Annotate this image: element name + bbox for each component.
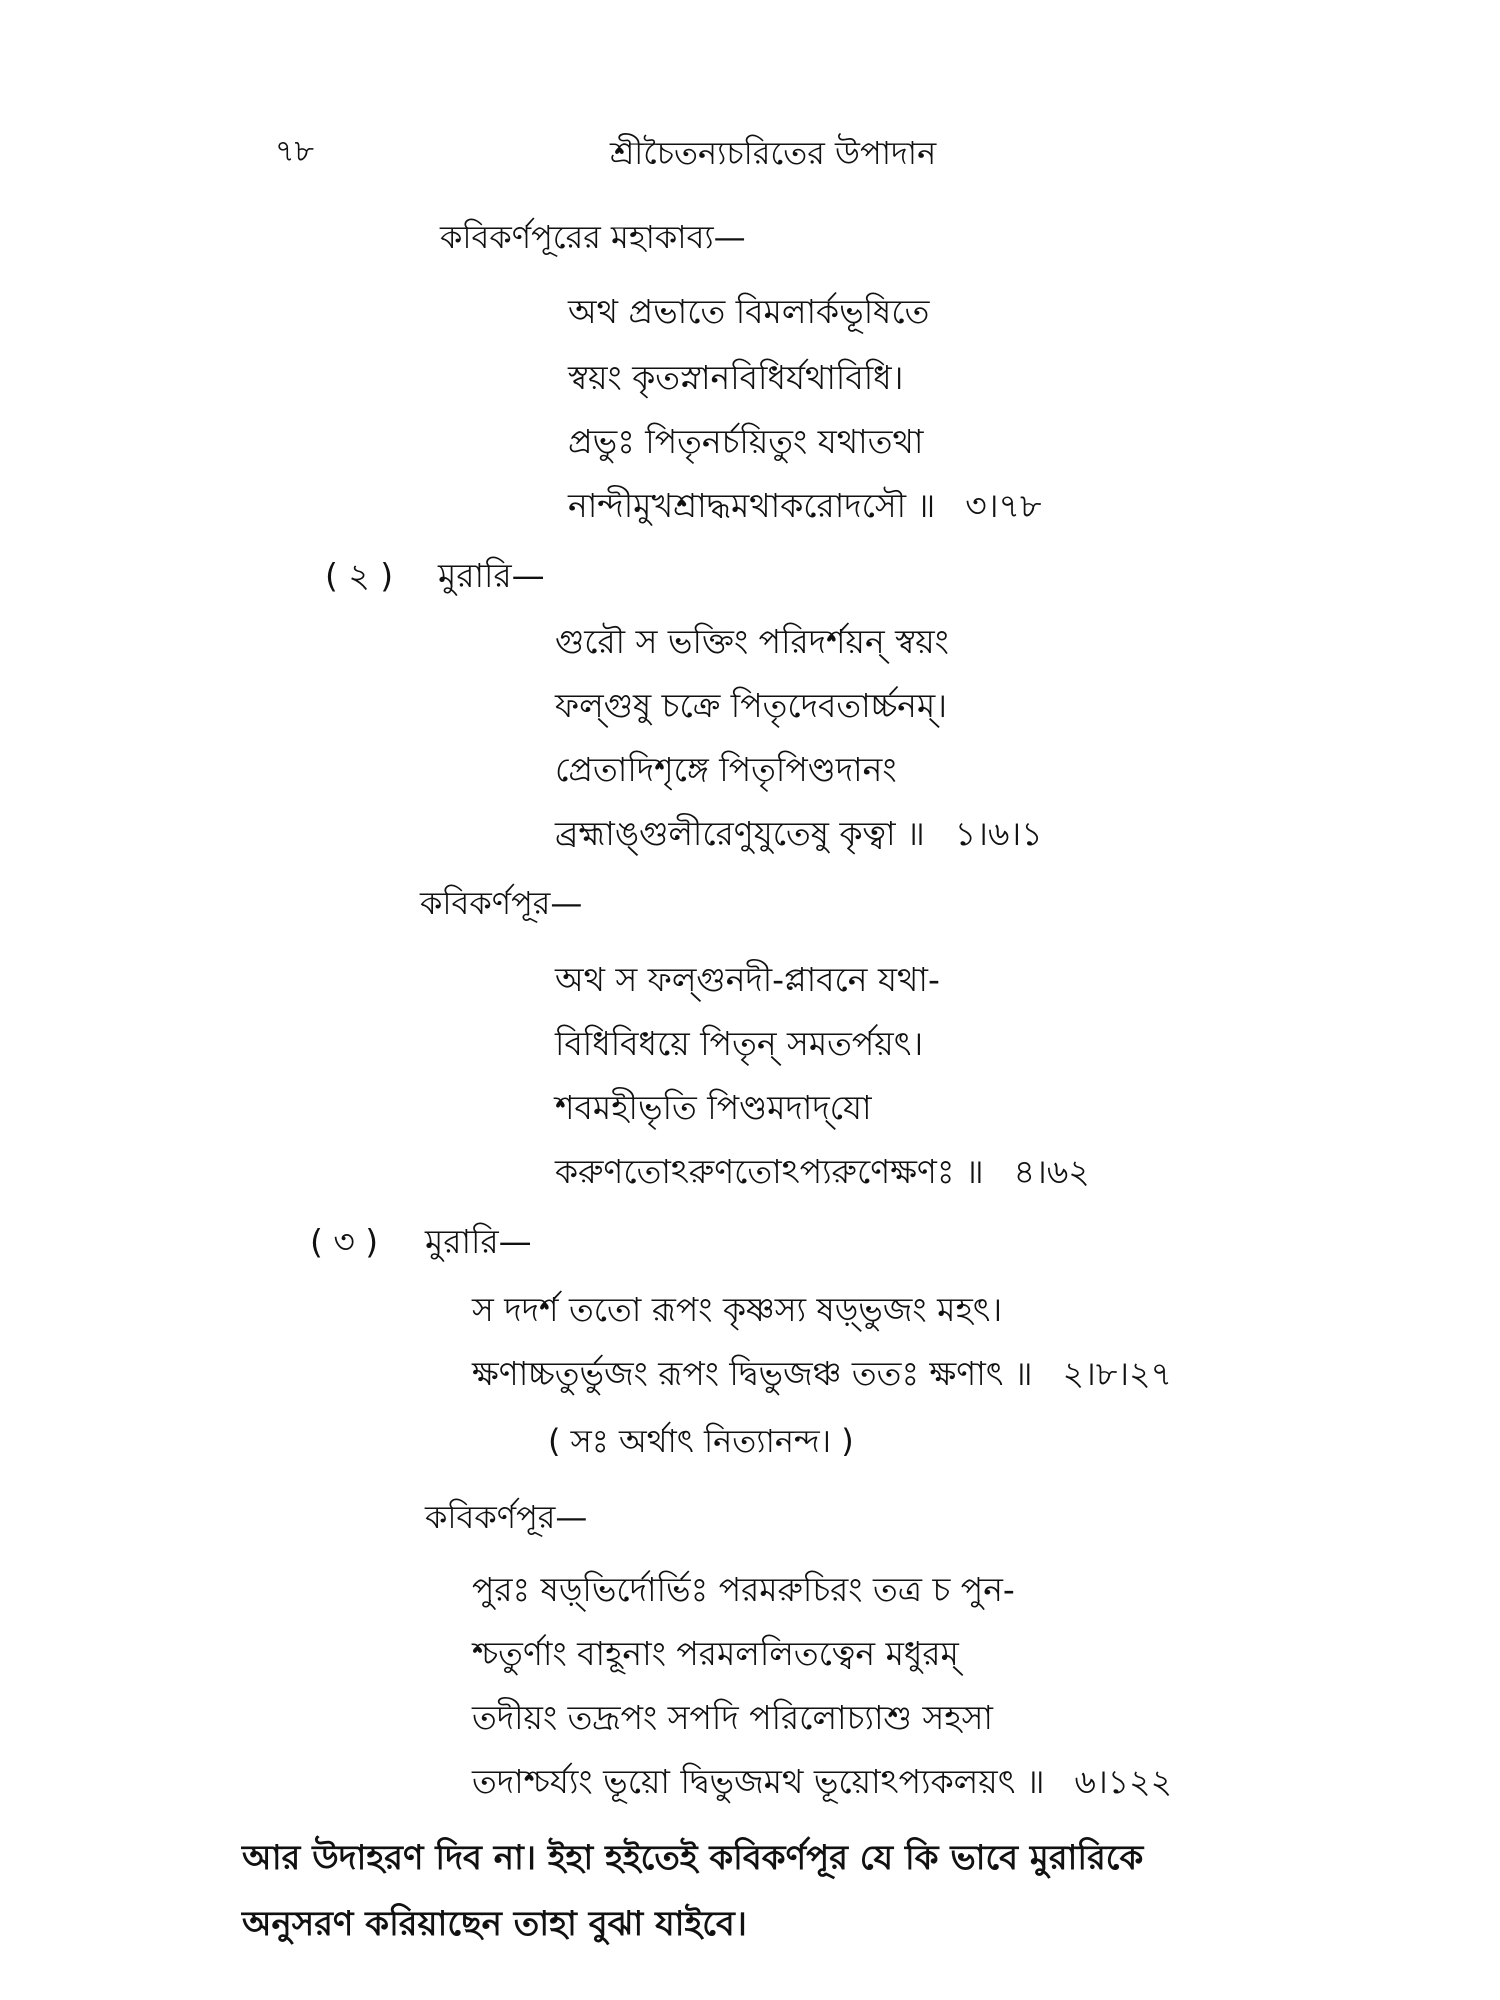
verse-reference: ৬।১২২ xyxy=(1074,1762,1173,1801)
verse-line: স্বয়ং কৃতস্নানবিধির্যথাবিধি। xyxy=(568,358,904,397)
verse-reference: ১।৬।১ xyxy=(954,814,1043,853)
verse-line xyxy=(472,1354,1172,1394)
verse-line: অথ প্রভাতে বিমলার্কভূষিতে xyxy=(568,292,930,331)
closing-paragraph-line: আর উদাহরণ দিব না। ইহা হইতেই কবিকর্ণপূর যে কি ভাবে মুরারিকে xyxy=(242,1838,1144,1878)
item-number: ( ২ ) xyxy=(325,556,394,595)
verse-text: ব্রহ্মাঙ্গুলীরেণুযুতেষু কৃত্বা ॥ xyxy=(555,814,925,853)
verse-line xyxy=(472,1762,1172,1802)
section-heading-kavikarnapura: কবিকর্ণপূর— xyxy=(425,1498,588,1536)
verse-line: পুরঃ ষড়্‌ভির্দোর্ভিঃ পরমরুচিরং তত্র চ পুন- xyxy=(472,1570,1015,1609)
verse-line xyxy=(555,814,1043,854)
verse-text: ক্ষণাচ্চতুর্ভুজং রূপং দ্বিভুজঞ্চ ততঃ ক্ষণাৎ ॥ xyxy=(472,1354,1033,1393)
verse-reference: ২।৮।২৭ xyxy=(1062,1354,1172,1393)
section-heading-kavikarnapura-mahakavya: কবিকর্ণপূরের মহাকাব্য— xyxy=(440,218,746,256)
verse-reference: ৩।৭৮ xyxy=(965,486,1042,525)
verse-line: প্রভুঃ পিতৃনর্চয়িতুং যথাতথা xyxy=(568,422,924,461)
verse-line: ফল্গুষু চক্রে পিতৃদেবতার্চ্চনম্। xyxy=(555,686,948,725)
item-number: ( ৩ ) xyxy=(310,1222,379,1261)
verse-line: গুরৌ স ভক্তিং পরিদর্শয়ন্ স্বয়ং xyxy=(555,622,949,661)
verse-text: করুণতোঽরুণতোঽপ্যরুণেক্ষণঃ ॥ xyxy=(555,1152,984,1191)
section-label-murari: মুরারি— xyxy=(425,1222,532,1261)
verse-line: বিধিবিধয়ে পিতৃন্ সমতর্পয়ৎ। xyxy=(555,1024,924,1063)
page-number: ৭৮ xyxy=(275,134,314,169)
verse-line xyxy=(568,486,1041,526)
verse-line: শ্চতুর্ণাং বাহূনাং পরমললিতত্বেন মধুরম্ xyxy=(472,1634,959,1673)
closing-paragraph-line: অনুসরণ করিয়াছেন তাহা বুঝা যাইবে। xyxy=(242,1904,747,1944)
explanatory-note: ( সঃ অর্থাৎ নিত্যানন্দ। ) xyxy=(548,1422,854,1460)
running-title: শ্রীচৈতন্যচরিতের উপাদান xyxy=(610,134,937,172)
section-heading-kavikarnapura: কবিকর্ণপূর— xyxy=(420,884,583,922)
verse-line: অথ স ফল্গুনদী-প্লাবনে যথা- xyxy=(555,960,940,999)
verse-line: স দদর্শ ততো রূপং কৃষ্ণস্য ষড়্‌ভুজং মহৎ। xyxy=(472,1290,1003,1329)
verse-text: নান্দীমুখশ্রাদ্ধমথাকরোদসৌ ॥ xyxy=(568,486,936,525)
verse-line: শবমহীভৃতি পিণ্ডমদাদ্‌যো xyxy=(555,1088,872,1127)
verse-line: তদীয়ং তদ্রূপং সপদি পরিলোচ্যাশু সহসা xyxy=(472,1698,993,1737)
verse-reference: ৪।৬২ xyxy=(1013,1152,1090,1191)
verse-line: প্রেতাদিশৃঙ্গে পিতৃপিণ্ডদানং xyxy=(555,750,897,789)
section-label-murari: মুরারি— xyxy=(438,556,545,595)
verse-line xyxy=(555,1152,1090,1192)
verse-text: তদাশ্চর্য্যং ভূয়ো দ্বিভুজমথ ভূয়োঽপ্যকলয়ৎ ॥ xyxy=(472,1762,1045,1801)
